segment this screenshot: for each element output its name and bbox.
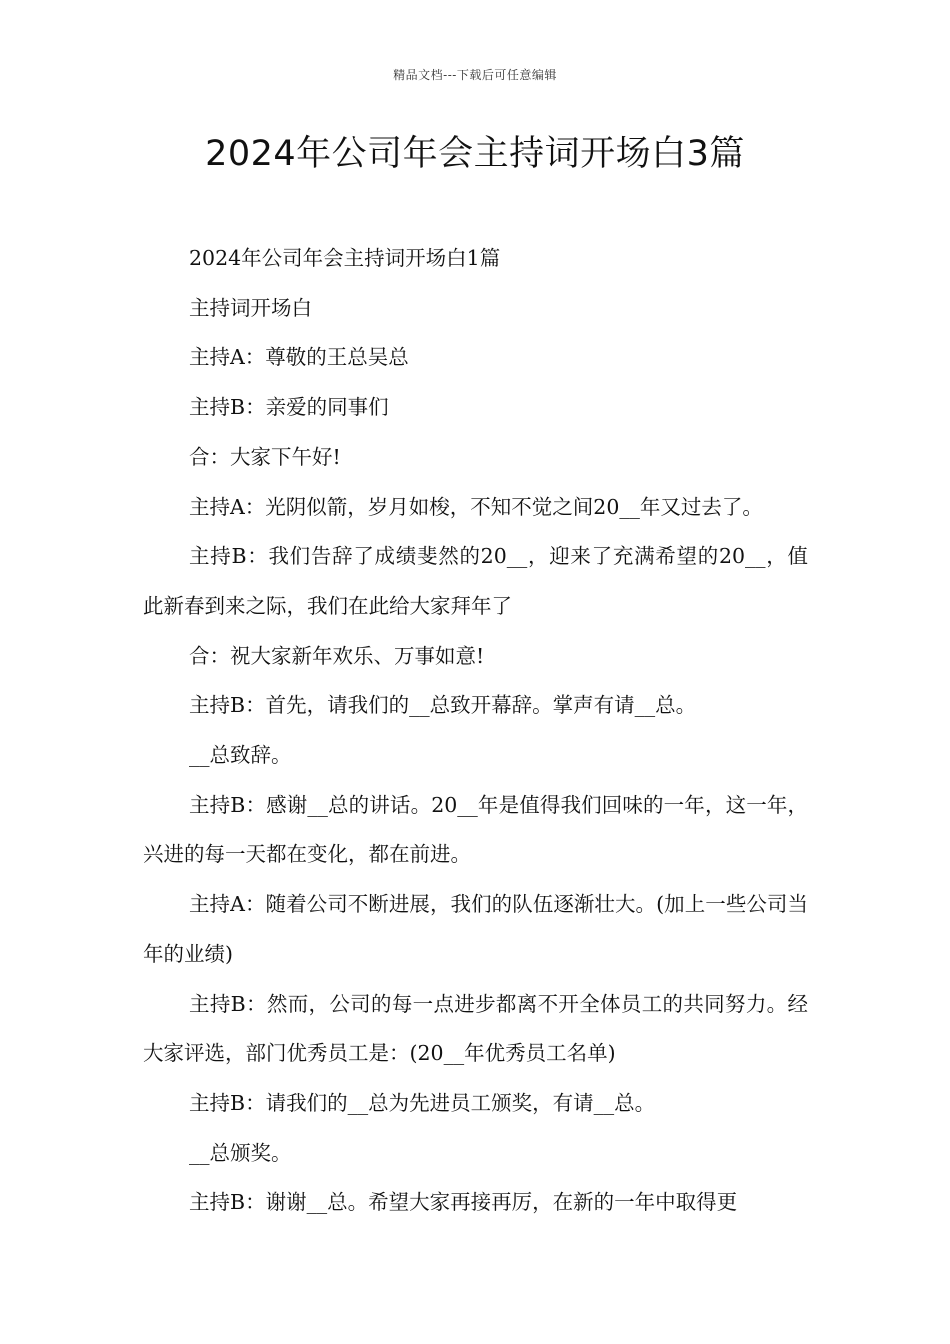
paragraph: __总致辞。 bbox=[189, 743, 292, 768]
paragraph: 主持B：请我们的__总为先进员工颁奖，有请__总。 bbox=[189, 1090, 656, 1115]
paragraph: 主持B：首先，请我们的__总致开幕辞。掌声有请__总。 bbox=[189, 693, 697, 718]
paragraph: 主持B：然而，公司的每一点进步都离不开全体员工的共同努力。经大家评选，部门优秀员工是：(20__年优秀员工名单) bbox=[143, 991, 808, 1066]
paragraph: 合：祝大家新年欢乐、万事如意! bbox=[189, 643, 485, 668]
paragraph: 主持A：尊敬的王总吴总 bbox=[189, 345, 409, 370]
paragraph: 主持A：光阴似箭，岁月如梭，不知不觉之间20__年又过去了。 bbox=[189, 494, 763, 519]
paragraph: 主持B：亲爱的同事们 bbox=[189, 395, 389, 420]
paragraph: 主持B：谢谢__总。希望大家再接再厉，在新的一年中取得更 bbox=[189, 1190, 738, 1215]
document-body bbox=[143, 234, 808, 1228]
paragraph-heading: 主持词开场白 bbox=[189, 295, 312, 320]
header-note: 精品文档---下载后可任意编辑 bbox=[393, 68, 557, 82]
paragraph: 主持A：随着公司不断进展，我们的队伍逐渐壮大。(加上一些公司当年的业绩) bbox=[143, 892, 808, 966]
paragraph: 合：大家下午好! bbox=[189, 444, 341, 469]
paragraph: __总颁奖。 bbox=[189, 1140, 292, 1165]
document-title: 2024年公司年会主持词开场白3篇 bbox=[205, 134, 745, 174]
paragraph-subtitle: 2024年公司年会主持词开场白1篇 bbox=[189, 246, 501, 270]
paragraph: 主持B：我们告辞了成绩斐然的20__，迎来了充满希望的20__，值此新春到来之际，我们在此给大家拜年了 bbox=[143, 544, 808, 618]
paragraph: 主持B：感谢__总的讲话。20__年是值得我们回味的一年，这一年，兴进的每一天都在变化，都在前进。 bbox=[143, 792, 808, 867]
